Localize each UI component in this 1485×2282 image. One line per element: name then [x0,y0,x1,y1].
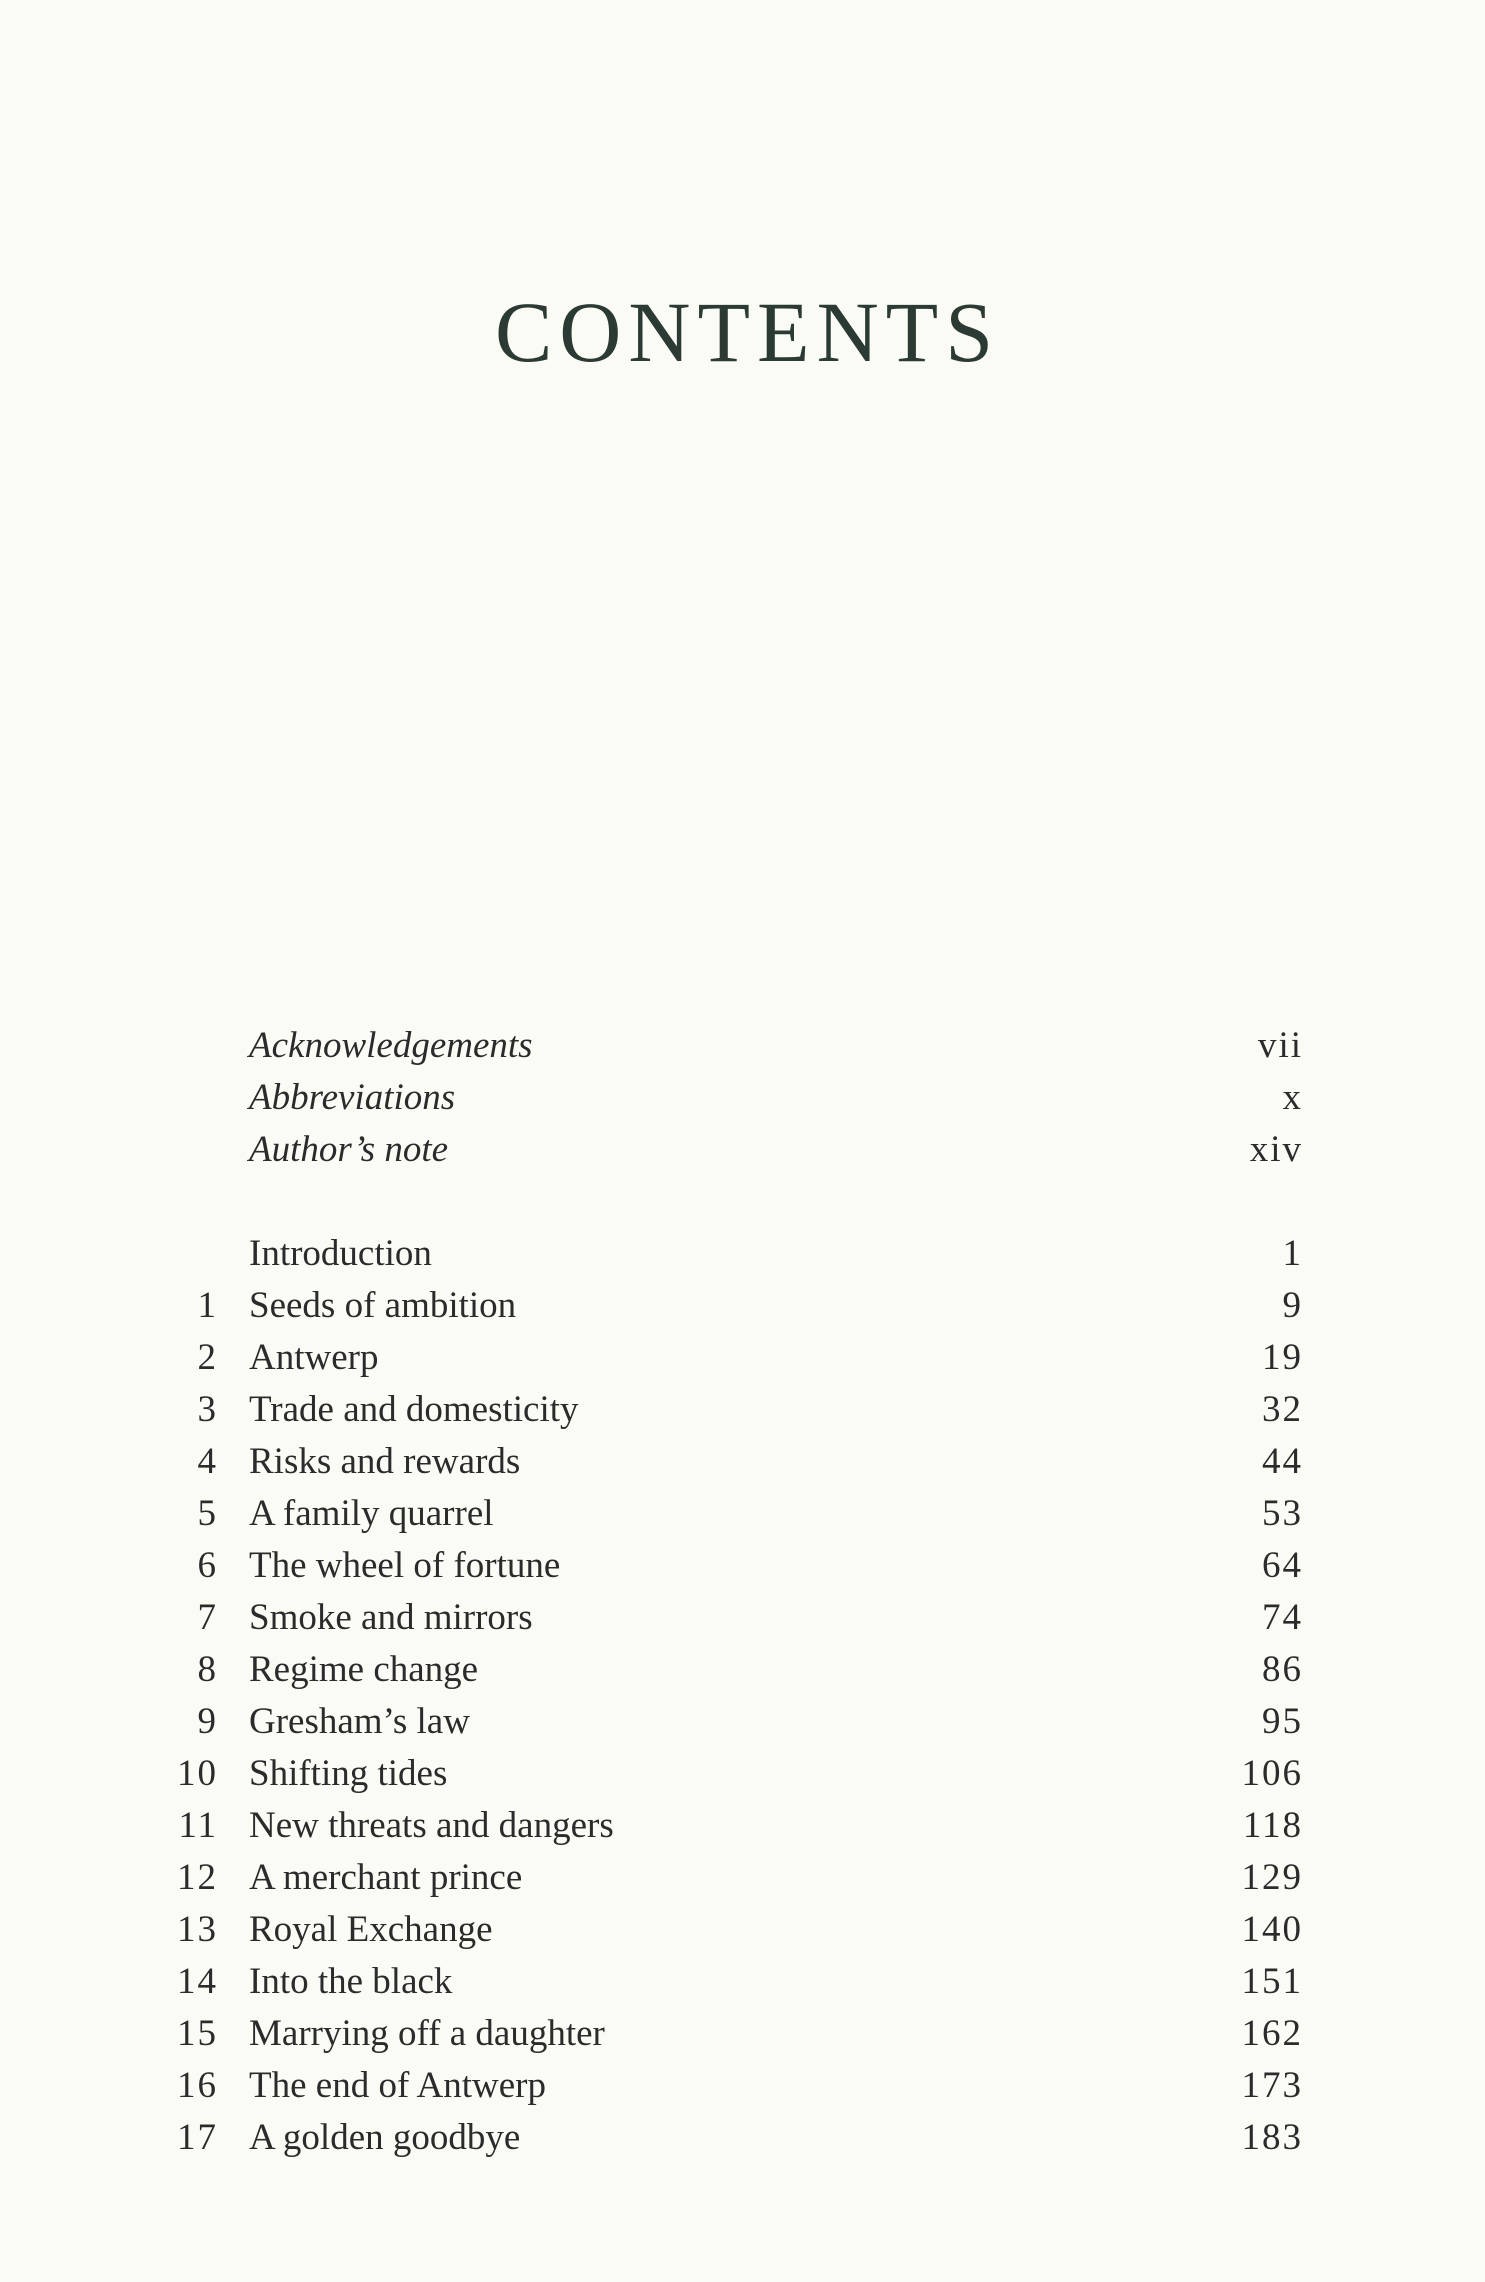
toc-entry-abbreviations[interactable] [0,1072,1485,1124]
toc-entry-title: Seeds of ambition [249,1285,517,1326]
toc-entry-chapter-16[interactable] [0,2060,1485,2112]
toc-entry-page: vii [1257,1025,1303,1066]
toc-entry-title: Introduction [249,1233,432,1274]
toc-entry-title: Smoke and mirrors [249,1597,533,1638]
toc-entry-number: 17 [177,2117,218,2158]
toc-entry-title: Marrying off a daughter [249,2013,605,2054]
toc-entry-title: Antwerp [249,1337,379,1378]
toc-entry-title: Regime change [249,1649,479,1690]
toc-entry-number: 15 [177,2013,218,2054]
toc-entry-number: 12 [177,1857,218,1898]
toc-entry-title: The end of Antwerp [249,2065,546,2106]
toc-entry-page: 74 [1262,1597,1303,1638]
toc-entry-page: xiv [1249,1129,1303,1170]
toc-entry-chapter-13[interactable] [0,1904,1485,1956]
toc-entry-number: 8 [197,1649,218,1690]
toc-entry-number: 11 [178,1805,218,1846]
toc-entry-title: Author’s note [249,1129,449,1170]
toc-entry-page: 183 [1241,2117,1303,2158]
toc-entry-title: New threats and dangers [249,1805,614,1846]
toc-entry-page: 44 [1262,1441,1303,1482]
toc-entry-chapter-4[interactable] [0,1436,1485,1488]
toc-entry-number: 6 [197,1545,218,1586]
toc-entry-number: 5 [197,1493,218,1534]
toc-entry-chapter-5[interactable] [0,1488,1485,1540]
toc-entry-number: 14 [177,1961,218,2002]
toc-entry-title: The wheel of fortune [249,1545,561,1586]
toc-entry-page: 151 [1241,1961,1303,2002]
toc-entry-title: Acknowledgements [249,1025,533,1066]
toc-entry-page: x [1282,1077,1303,1118]
toc-entry-number: 2 [197,1337,218,1378]
toc-entry-title: Trade and domesticity [249,1389,579,1430]
toc-entry-title: Shifting tides [249,1753,448,1794]
toc-entry-page: 162 [1241,2013,1303,2054]
toc-entry-number: 16 [177,2065,218,2106]
toc-entry-title: Royal Exchange [249,1909,493,1950]
page-title: CONTENTS [494,284,1001,380]
toc-entry-number: 9 [197,1701,218,1742]
toc-entry-page: 19 [1262,1337,1303,1378]
toc-entry-chapter-11[interactable] [0,1800,1485,1852]
toc-entry-chapter-1[interactable] [0,1280,1485,1332]
toc-entry-chapter-14[interactable] [0,1956,1485,2008]
toc-entry-chapter-3[interactable] [0,1384,1485,1436]
toc-entry-title: Into the black [249,1961,453,2002]
toc-entry-chapter-9[interactable] [0,1696,1485,1748]
toc-entry-authors-note[interactable] [0,1124,1485,1176]
toc-entry-introduction[interactable] [0,1228,1485,1280]
toc-entry-page: 64 [1262,1545,1303,1586]
toc-entry-title: A golden goodbye [249,2117,521,2158]
toc-entry-chapter-12[interactable] [0,1852,1485,1904]
toc-entry-acknowledgements[interactable] [0,1020,1485,1072]
toc-entry-number: 7 [197,1597,218,1638]
toc-entry-page: 106 [1241,1753,1303,1794]
toc-entry-page: 118 [1242,1805,1303,1846]
toc-entry-page: 53 [1262,1493,1303,1534]
toc-entry-title: Risks and rewards [249,1441,521,1482]
toc-entry-chapter-8[interactable] [0,1644,1485,1696]
toc-entry-number: 3 [197,1389,218,1430]
toc-entry-chapter-10[interactable] [0,1748,1485,1800]
toc-entry-page: 173 [1241,2065,1303,2106]
toc-entry-chapter-6[interactable] [0,1540,1485,1592]
toc-entry-chapter-15[interactable] [0,2008,1485,2060]
toc-entry-chapter-17[interactable] [0,2112,1485,2164]
toc-entry-page: 9 [1282,1285,1303,1326]
toc-entry-title: A family quarrel [249,1493,494,1534]
toc-entry-number: 13 [177,1909,218,1950]
toc-entry-number: 10 [177,1753,218,1794]
toc-entry-number: 1 [197,1285,218,1326]
toc-entry-page: 140 [1241,1909,1303,1950]
toc-entry-number: 4 [197,1441,218,1482]
toc-entry-page: 95 [1262,1701,1303,1742]
toc-entry-title: Abbreviations [249,1077,456,1118]
toc-entry-page: 129 [1241,1857,1303,1898]
toc-entry-title: A merchant prince [249,1857,523,1898]
toc-entry-page: 1 [1282,1233,1303,1274]
toc-entry-chapter-7[interactable] [0,1592,1485,1644]
toc-entry-chapter-2[interactable] [0,1332,1485,1384]
toc-entry-page: 86 [1262,1649,1303,1690]
toc-entry-page: 32 [1262,1389,1303,1430]
toc-entry-title: Gresham’s law [249,1701,470,1742]
